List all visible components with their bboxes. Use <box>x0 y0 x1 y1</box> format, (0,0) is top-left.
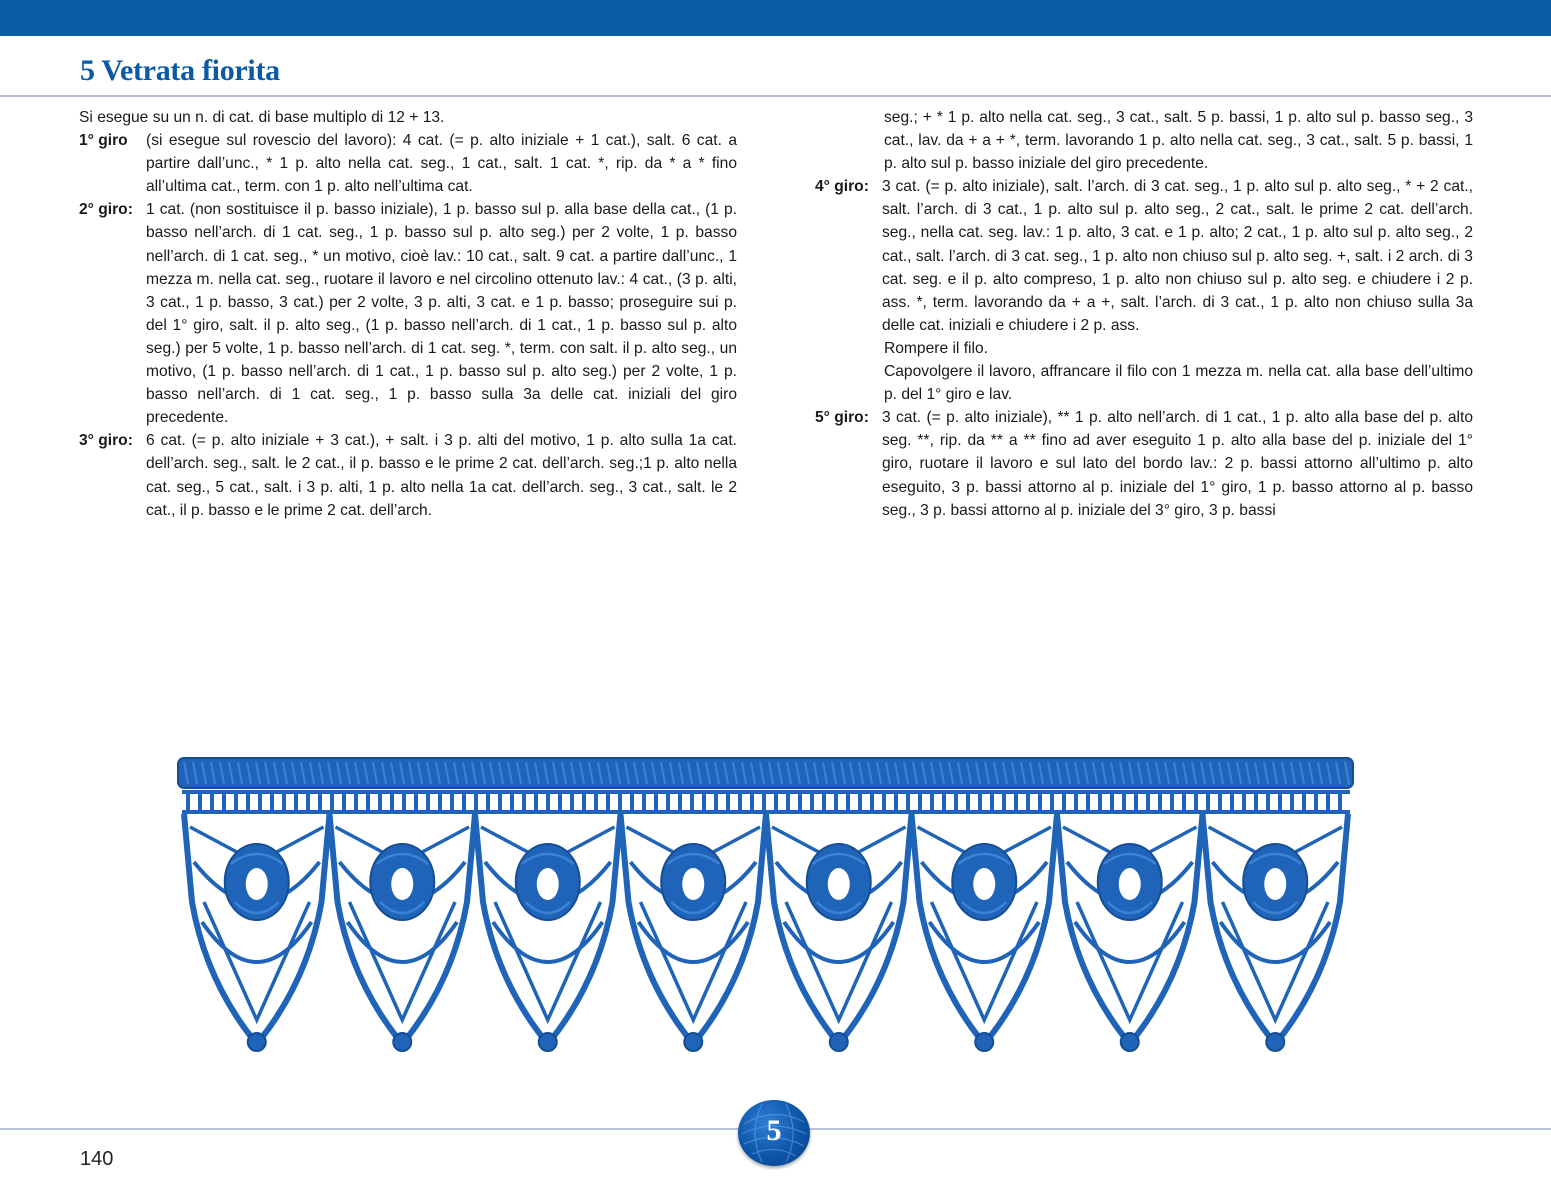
lace-mesh-arch <box>348 922 458 962</box>
step-2 <box>79 198 737 429</box>
step-5-text: 3 cat. (= p. alto iniziale), ** 1 p. alto nell’arch. di 1 cat., 1 p. alto alla base del p. alto seg. **, rip. da ** a ** fino ad aver eseguito 1 p. alto alla base del p. iniziale del 1° giro, ruotare il lavoro e sul lato del bordo lav.: 2 p. bassi attorno all’ultimo p. alto eseguito, 3 p. bassi attorno al p. iniziale del 1° giro, 1 p. basso attorno al p. basso seg., 3 p. bassi attorno al p. iniziale del 3° giro, 3 p. bassi <box>882 409 1473 519</box>
lace-picot <box>248 1033 266 1051</box>
step-3-text: 6 cat. (= p. alto iniziale + 3 cat.), + salt. i 3 p. alti del motivo, 1 p. alto sulla 1a cat. dell’arch. seg., salt. le 2 cat., il p. basso e le prime 2 cat. dell’arch. seg.;1 p. alto nella cat. seg., 5 cat., salt. i 3 p. alti, 1 p. alto nella 1a cat. dell’arch. seg., 3 cat., salt. le 2 cat., il p. basso e le prime 2 cat. dell’arch. <box>146 432 737 519</box>
lace-mesh-arch <box>202 922 312 962</box>
page-title: 5 Vetrata fiorita <box>80 54 280 87</box>
lace-picot <box>684 1033 702 1051</box>
step-4 <box>815 175 1473 337</box>
instructions-right-column <box>815 106 1473 522</box>
yarn-ball-badge <box>738 1100 810 1166</box>
step-2-label: 2° giro: <box>79 201 133 219</box>
instructions-left-column <box>79 106 737 522</box>
lace-picot <box>393 1033 411 1051</box>
turn-work-note: Capovolgere il lavoro, affrancare il filo con 1 mezza m. nella cat. alla base dell’ultimo p. del 1° giro e lav. <box>884 363 1473 404</box>
lace-flower-center <box>537 868 559 900</box>
lace-mesh-arch <box>1075 922 1185 962</box>
lace-picot <box>975 1033 993 1051</box>
step-3 <box>79 429 737 521</box>
lace-mesh-arch <box>493 922 603 962</box>
break-thread-note: Rompere il filo. <box>884 339 988 357</box>
lace-picot <box>1121 1033 1139 1051</box>
intro-text: Si esegue su un n. di cat. di base multiplo di 12 + 13. <box>79 109 445 126</box>
step-3-label: 3° giro: <box>79 432 133 450</box>
step-1 <box>79 129 737 198</box>
lace-flower-center <box>391 868 413 900</box>
lace-flower-center <box>1264 868 1286 900</box>
step-1-text: (si esegue sul rovescio del lavoro): 4 cat. (= p. alto iniziale + 1 cat.), salt. 6 cat. a partire dall’unc., * 1 p. alto nella cat. seg., 1 cat., salt. 1 cat. *, rip. da * a * fino all’ultima cat., term. con 1 p. alto nell’ultima cat. <box>146 132 737 196</box>
lace-flower-center <box>682 868 704 900</box>
badge-number: 5 <box>766 1114 782 1147</box>
lace-mesh-arch <box>639 922 749 962</box>
page-number: 140 <box>80 1148 114 1170</box>
step-3-continuation: seg.; + * 1 p. alto nella cat. seg., 3 cat., salt. 5 p. bassi, 1 p. alto sul p. basso seg., 3 cat., lav. da + a + *, term. lavorando 1 p. alto nella cat. seg., 3 cat., salt. 5 p. bassi, 1 p. alto sul p. basso iniziale del giro precedente. <box>884 109 1473 173</box>
lace-mesh-arch <box>784 922 894 962</box>
lace-picot <box>830 1033 848 1051</box>
step-1-label: 1° giro <box>79 132 128 150</box>
lace-flower-center <box>828 868 850 900</box>
step-4-label: 4° giro: <box>815 178 869 196</box>
lace-flower-center <box>973 868 995 900</box>
step-4-text: 3 cat. (= p. alto iniziale), salt. l’arch. di 3 cat. seg., 1 p. alto sul p. alto seg., * + 2 cat., salt. l’arch. di 3 cat., 1 p. alto sul p. alto seg., 2 cat., salt. le prime 2 cat. dell’arch. seg., nella cat. seg. lav.: 1 p. alto, 3 cat. e 1 p. alto; 2 cat., 1 p. alto sul p. alto seg., 2 cat., salt. l’arch. di 3 cat. seg., 1 p. alto non chiuso sul p. alto seg. +, salt. i 2 arch. di 3 cat. seg. e il p. alto compreso, 1 p. alto non chiuso sul p. alto seg. e chiudere i 2 p. ass. *, term. lavorando da + a +, salt. l’arch. di 3 cat., 1 p. alto non chiuso sulla 3a delle cat. iniziali e chiudere i 2 p. ass. <box>882 178 1473 334</box>
lace-flower-center <box>246 868 268 900</box>
crochet-lace-photo <box>170 752 1370 1064</box>
lace-flower-center <box>1119 868 1141 900</box>
lace-picot <box>539 1033 557 1051</box>
lace-mesh-arch <box>1221 922 1331 962</box>
step-2-text: 1 cat. (non sostituisce il p. basso iniziale), 1 p. basso sul p. alla base della cat., (1 p. basso nell’arch. di 1 cat. seg., 1 p. basso sul p. alto seg.) per 2 volte, 1 p. basso nell’arch. di 1 cat. seg., * un motivo, cioè lav.: 10 cat., salt. 9 cat. a partire dall’unc., 1 mezza m. nella cat. seg., ruotare il lavoro e nel circolino ottenuto lav.: 4 cat., (3 p. alti, 3 cat., 1 p. basso, 3 cat.) per 2 volte, 3 p. alti, 3 cat. e 1 p. basso; proseguire sui p. del 1° giro, salt. il p. alto seg., (1 p. basso nell’arch. di 1 cat., 1 p. basso sul p. alto seg.) per 5 volte, 1 p. basso nell’arch. di 1 cat. seg. *, term. con salt. il p. alto seg., un motivo, (1 p. basso nell’arch. di 1 cat., 1 p. basso sul p. alto seg.) per 2 volte, 1 p. basso nell’arch. di 1 cat. seg., 1 p. basso sulla 3a delle cat. iniziali del giro precedente. <box>146 201 737 427</box>
lace-mesh-arch <box>930 922 1040 962</box>
step-5 <box>815 406 1473 521</box>
step-5-label: 5° giro: <box>815 409 869 427</box>
lace-picot <box>1266 1033 1284 1051</box>
title-divider <box>0 95 1551 97</box>
top-color-band <box>0 0 1551 36</box>
